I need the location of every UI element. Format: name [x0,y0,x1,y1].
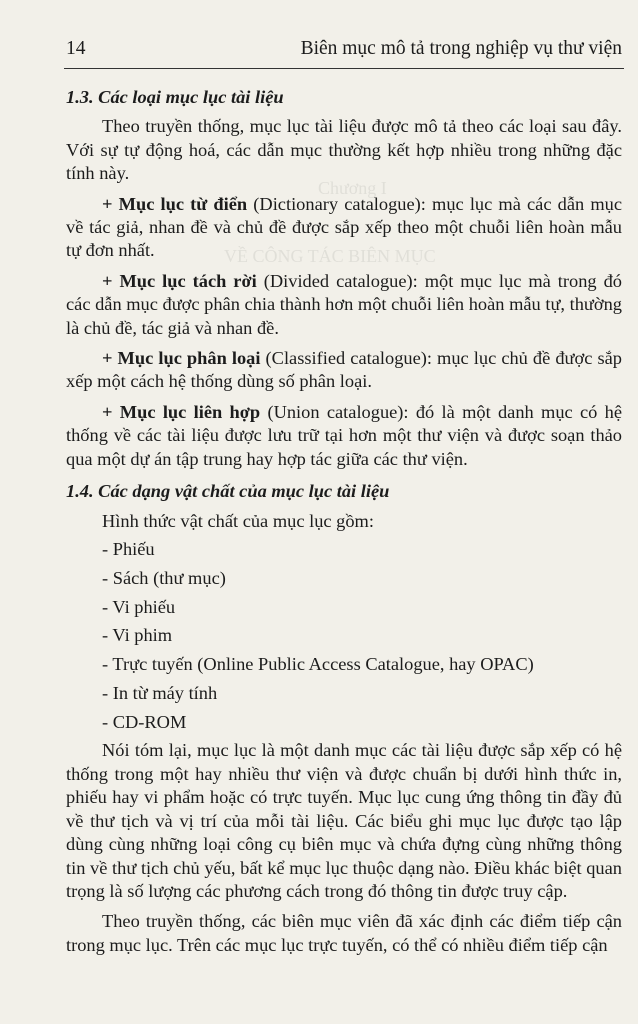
definition: (Divided catalogue): một mục lục mà trong đó các dẫn mục được phân chia thành hơn một chuỗi liên hoàn mẫu tự, thường là chủ đề, tác giả và nhan đề. [66,270,622,338]
term: + Mục lục tách rời [102,270,257,291]
header-rule [64,68,624,69]
bleed-through-text: VỀ CÔNG TÁC BIÊN MỤC [224,246,436,266]
definition: (Classified catalogue): mục lục chủ đề được sắp xếp một cách hệ thống dùng số phân loại. [66,348,622,392]
list-item: - CD-ROM [102,711,187,732]
list-item: - Trực tuyến (Online Public Access Catalogue, hay OPAC) [102,654,534,675]
list-item: - Vi phiếu [102,596,176,617]
definition: (Dictionary catalogue): mục lục mà các dẫn mục về tác giả, nhan đề và chủ đề được sắp xếp theo một chuỗi liên hoàn mẫu tự đơn nhất. [66,193,622,261]
paragraph: Nói tóm lại, mục lục là một danh mục các tài liệu được sắp xếp có hệ thống trong một hay nhiều thư viện và được chuẩn bị dưới hình thức in, phiếu hay vi phẩm hoặc có trực tuyến. Mục lục cung ứng thông tin đầy đủ về thư tịch và vị trí của mỗi tài liệu. Các biểu ghi mục lục được tạo lập dùng cùng những loại công cụ biên mục và chứa đựng cùng những thông tin về thư tịch chủ yếu, bất kể mục lục thuộc dạng nào. Điều khác biệt quan trọng là số lượng các phương cách trong đó thông tin được truy cập. [66,740,622,901]
term: + Mục lục liên hợp [102,401,261,422]
section-heading-1-4: 1.4. Các dạng vật chất của mục lục tài liệu [66,481,390,502]
paragraph: Hình thức vật chất của mục lục gồm: [102,510,374,531]
paragraph: Theo truyền thống, mục lục tài liệu được mô tả theo các loại sau đây. Với sự tự động hoá, các dẫn mục thường kết hợp nhiều trong những đặc tính này. [66,116,622,184]
catalogue-type-item [66,193,622,263]
bleed-through-text: Chương I [318,178,387,198]
list-item: - Phiếu [102,538,155,559]
term: + Mục lục phân loại [102,348,261,369]
list-item: - Sách (thư mục) [102,567,226,588]
list-item: - Vi phim [102,625,173,646]
running-header [66,38,622,64]
section-heading-1-3: 1.3. Các loại mục lục tài liệu [66,87,284,107]
paragraph: Theo truyền thống, các biên mục viên đã xác định các điểm tiếp cận trong mục lục. Trên các mục lục trực tuyến, có thể có nhiều điểm tiếp cận [66,911,622,955]
page-content [66,86,622,964]
catalogue-type-item [66,347,622,394]
list-item: - In từ máy tính [102,682,218,703]
term: + Mục lục từ điển [102,193,248,214]
catalogue-type-item [66,401,622,471]
page-number: 14 [66,38,86,59]
running-title: Biên mục mô tả trong nghiệp vụ thư viện [300,38,622,59]
catalogue-type-item [66,270,622,340]
definition: (Union catalogue): đó là một danh mục có hệ thống về các tài liệu được lưu trữ tại hơn một thư viện và được soạn thảo qua một dự án tập trung hay hợp tác giữa các thư viện. [66,401,622,469]
